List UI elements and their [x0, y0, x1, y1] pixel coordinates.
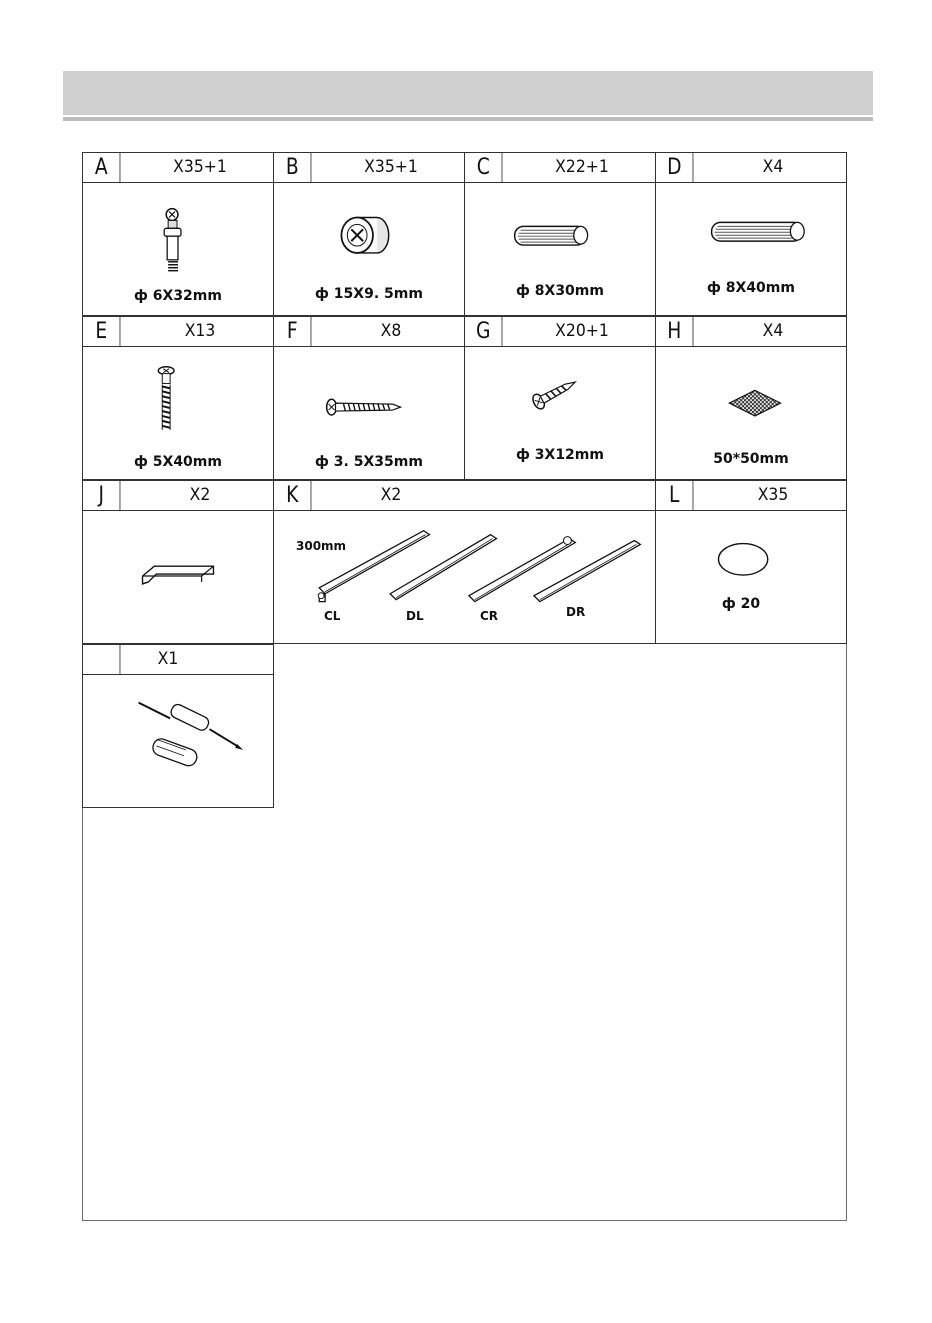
part-h: [655, 316, 847, 480]
part-dimension: ф 5X40mm: [134, 454, 222, 470]
part-letter: L: [656, 481, 693, 510]
screwdriver-icon: [83, 675, 273, 807]
part-f: [273, 316, 465, 480]
part-quantity: X8: [380, 321, 402, 341]
part-quantity: X35: [757, 485, 789, 505]
part-quantity: X2: [189, 485, 211, 505]
part-quantity: X22+1: [555, 157, 609, 177]
part-b: [273, 152, 465, 316]
part-dimension: ф 3X12mm: [516, 447, 604, 463]
part-quantity: X4: [762, 321, 784, 341]
part-letter: J: [83, 481, 120, 510]
part-letter: K: [274, 481, 311, 510]
part-letter: F: [274, 317, 311, 346]
part-a: [82, 152, 274, 316]
part-j: [82, 480, 274, 644]
header-bar: [63, 71, 873, 115]
part-letter: C: [465, 153, 502, 182]
cover-cap-icon: [656, 511, 846, 643]
part-dimension: 50*50mm: [713, 451, 789, 467]
part-letter: H: [656, 317, 693, 346]
part-letter: [83, 645, 120, 674]
part-e: [82, 316, 274, 480]
drawer-slide-icon: [274, 511, 655, 643]
header-rule: [63, 117, 873, 121]
part-letter: A: [83, 153, 120, 182]
part-k: [273, 480, 656, 644]
part-quantity: X35+1: [173, 157, 227, 177]
part-dimension: ф 15X9. 5mm: [315, 286, 423, 302]
slide-label-cr: CR: [480, 609, 499, 623]
slide-label-dr: DR: [566, 605, 586, 619]
part-c: [464, 152, 656, 316]
part-dimension: ф 8X40mm: [707, 280, 795, 296]
part-quantity: X4: [762, 157, 784, 177]
slide-label-dl: DL: [406, 609, 424, 623]
part-dimension: ф 8X30mm: [516, 283, 604, 299]
part-letter: E: [83, 317, 120, 346]
part-g: [464, 316, 656, 480]
part-dimension: ф 3. 5X35mm: [315, 454, 423, 470]
slide-label-cl: CL: [324, 609, 341, 623]
part-quantity: X13: [184, 321, 216, 341]
part-dimension: ф 6X32mm: [134, 288, 222, 304]
slide-length-label: 300mm: [296, 539, 347, 553]
part-quantity: X20+1: [555, 321, 609, 341]
part-quantity: X35+1: [364, 157, 418, 177]
part-letter: B: [274, 153, 311, 182]
part-quantity: X2: [380, 485, 402, 505]
part-letter: D: [656, 153, 693, 182]
part-letter: G: [465, 317, 502, 346]
handle-icon: [83, 511, 273, 643]
part-tool: [82, 644, 274, 808]
part-l: [655, 480, 847, 644]
part-dimension: ф 20: [721, 596, 761, 612]
part-quantity: X1: [157, 649, 179, 669]
part-d: [655, 152, 847, 316]
